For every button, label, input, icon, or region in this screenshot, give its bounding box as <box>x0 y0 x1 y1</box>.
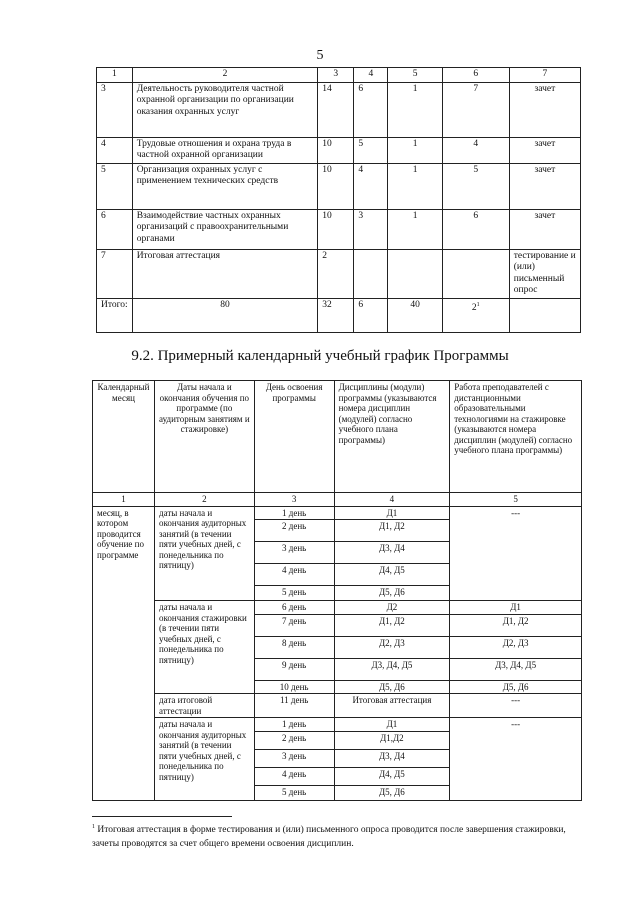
row-number: 3 <box>97 82 133 137</box>
remote-cell: Д2, Д3 <box>450 636 582 658</box>
footnote <box>92 820 592 851</box>
disciplines-cell: Д1,Д2 <box>334 731 450 749</box>
table-row <box>97 209 581 249</box>
header-dates: Даты начала и окончания обучения по программе (по аудиторным занятиям и стажировке) <box>154 381 254 493</box>
total-c6-value: 2 <box>471 302 477 313</box>
schedule-table <box>92 380 582 801</box>
disciplines-cell: Д4, Д5 <box>334 767 450 785</box>
footnote-marker: 1 <box>92 824 95 830</box>
total-c7 <box>509 298 580 332</box>
column-number: 7 <box>509 68 580 83</box>
page-number: 5 <box>316 48 324 63</box>
day-cell: 6 день <box>254 601 334 615</box>
day-cell: 8 день <box>254 636 334 658</box>
day-cell: 1 день <box>254 506 334 520</box>
discipline-name: Итоговая аттестация <box>132 249 318 298</box>
footnote-ref: 1 <box>476 301 480 308</box>
hours-lectures: 6 <box>354 82 388 137</box>
row-number: 6 <box>97 209 133 249</box>
disciplines-cell: Итоговая аттестация <box>334 694 450 718</box>
hours-practice: 1 <box>388 209 442 249</box>
discipline-name: Взаимодействие частных охранных организаций с правоохранительными органами <box>132 209 318 249</box>
table-row <box>97 163 581 209</box>
column-number: 3 <box>254 493 334 507</box>
remote-cell: Д5, Д6 <box>450 680 582 694</box>
table-row <box>93 718 582 732</box>
day-cell: 1 день <box>254 718 334 732</box>
discipline-name: Трудовые отношения и охрана труда в частной охранной организации <box>132 137 318 163</box>
hours-internship <box>442 249 509 298</box>
day-cell: 11 день <box>254 694 334 718</box>
internship-dates: даты начала и окончания стажировки (в течении пяти учебных дней, с понедельника по пятницу) <box>154 601 254 694</box>
day-cell: 5 день <box>254 586 334 601</box>
remote-cell: Д1, Д2 <box>450 614 582 636</box>
column-number: 2 <box>154 493 254 507</box>
assessment-form: зачет <box>509 82 580 137</box>
remote-cell: --- <box>450 506 582 601</box>
hours-total: 10 <box>318 163 354 209</box>
total-row <box>97 298 581 332</box>
row-number: 4 <box>97 137 133 163</box>
day-cell: 4 день <box>254 767 334 785</box>
disciplines-cell: Д5, Д6 <box>334 680 450 694</box>
hours-internship: 7 <box>442 82 509 137</box>
hours-lectures: 5 <box>354 137 388 163</box>
header-remote-work: Работа преподавателей с дистанционными образовательными технологиями на стажировке (указываются номера дисциплин (модулей) согласно учебного плана программы) <box>450 381 582 493</box>
column-number: 4 <box>354 68 388 83</box>
disciplines-cell: Д2 <box>334 601 450 615</box>
section-heading: 9.2. Примерный календарный учебный график Программы <box>131 348 509 364</box>
column-number: 4 <box>334 493 450 507</box>
assessment-form: зачет <box>509 163 580 209</box>
row-number: 7 <box>97 249 133 298</box>
hours-internship: 5 <box>442 163 509 209</box>
table-row <box>97 249 581 298</box>
total-c5: 40 <box>388 298 442 332</box>
day-cell: 7 день <box>254 614 334 636</box>
final-dates: дата итоговой аттестации <box>154 694 254 718</box>
hours-practice: 1 <box>388 137 442 163</box>
column-number: 1 <box>93 493 155 507</box>
hours-practice: 1 <box>388 163 442 209</box>
total-label: Итого: <box>97 298 133 332</box>
hours-total: 14 <box>318 82 354 137</box>
disciplines-cell: Д1 <box>334 506 450 520</box>
curriculum-table <box>96 67 581 333</box>
table-header-row <box>97 68 581 83</box>
remote-cell: --- <box>450 718 582 801</box>
disciplines-cell: Д1, Д2 <box>334 614 450 636</box>
day-cell: 4 день <box>254 564 334 586</box>
assessment-form: зачет <box>509 137 580 163</box>
assessment-form: тестирование и (или) письменный опрос <box>509 249 580 298</box>
day-cell: 2 день <box>254 520 334 542</box>
table-row <box>97 137 581 163</box>
disciplines-cell: Д5, Д6 <box>334 785 450 800</box>
remote-cell: Д3, Д4, Д5 <box>450 658 582 680</box>
schedule-header-row <box>93 381 582 493</box>
total-c3: 32 <box>318 298 354 332</box>
hours-practice <box>388 249 442 298</box>
footnote-divider <box>92 816 232 817</box>
total-c6 <box>442 298 509 332</box>
disciplines-cell: Д1 <box>334 718 450 732</box>
column-number-row <box>93 493 582 507</box>
row-number: 5 <box>97 163 133 209</box>
day-cell: 9 день <box>254 658 334 680</box>
hours-total: 10 <box>318 209 354 249</box>
discipline-name: Деятельность руководителя частной охранной организации по организации оказания охранных услуг <box>132 82 318 137</box>
hours-total: 10 <box>318 137 354 163</box>
month-cell: месяц, в котором проводится обучение по программе <box>93 506 155 800</box>
column-number: 1 <box>97 68 133 83</box>
header-month: Календарный месяц <box>93 381 155 493</box>
column-number: 2 <box>132 68 318 83</box>
disciplines-cell: Д1, Д2 <box>334 520 450 542</box>
disciplines-cell: Д3, Д4, Д5 <box>334 658 450 680</box>
hours-lectures: 4 <box>354 163 388 209</box>
assessment-form: зачет <box>509 209 580 249</box>
disciplines-cell: Д2, Д3 <box>334 636 450 658</box>
total-hours: 80 <box>132 298 318 332</box>
column-number: 6 <box>442 68 509 83</box>
footnote-text: Итоговая аттестация в форме тестирования и (или) письменного опроса проводится после завершения стажировки, зачеты проводятся за счет общего времени освоения дисциплин. <box>92 825 566 850</box>
day-cell: 2 день <box>254 731 334 749</box>
total-c4: 6 <box>354 298 388 332</box>
classes-dates: даты начала и окончания аудиторных занятий (в течении пяти учебных дней, с понедельника по пятницу) <box>154 506 254 601</box>
disciplines-cell: Д3, Д4 <box>334 542 450 564</box>
remote-cell: --- <box>450 694 582 718</box>
hours-practice: 1 <box>388 82 442 137</box>
hours-lectures <box>354 249 388 298</box>
hours-lectures: 3 <box>354 209 388 249</box>
header-day: День освоения программы <box>254 381 334 493</box>
hours-total: 2 <box>318 249 354 298</box>
final-attestation-row <box>93 694 582 718</box>
column-number: 5 <box>450 493 582 507</box>
day-cell: 10 день <box>254 680 334 694</box>
column-number: 3 <box>318 68 354 83</box>
hours-internship: 6 <box>442 209 509 249</box>
table-row <box>93 506 582 520</box>
hours-internship: 4 <box>442 137 509 163</box>
discipline-name: Организация охранных услуг с применением технических средств <box>132 163 318 209</box>
disciplines-cell: Д4, Д5 <box>334 564 450 586</box>
day-cell: 3 день <box>254 749 334 767</box>
remote-cell: Д1 <box>450 601 582 615</box>
classes-dates: даты начала и окончания аудиторных занятий (в течении пяти учебных дней, с понедельника по пятницу) <box>154 718 254 801</box>
day-cell: 5 день <box>254 785 334 800</box>
header-disciplines: Дисциплины (модули) программы (указываются номера дисциплин (модулей) согласно учебного плана программы) <box>334 381 450 493</box>
column-number: 5 <box>388 68 442 83</box>
disciplines-cell: Д3, Д4 <box>334 749 450 767</box>
table-row <box>97 82 581 137</box>
day-cell: 3 день <box>254 542 334 564</box>
table-row <box>93 601 582 615</box>
disciplines-cell: Д5, Д6 <box>334 586 450 601</box>
